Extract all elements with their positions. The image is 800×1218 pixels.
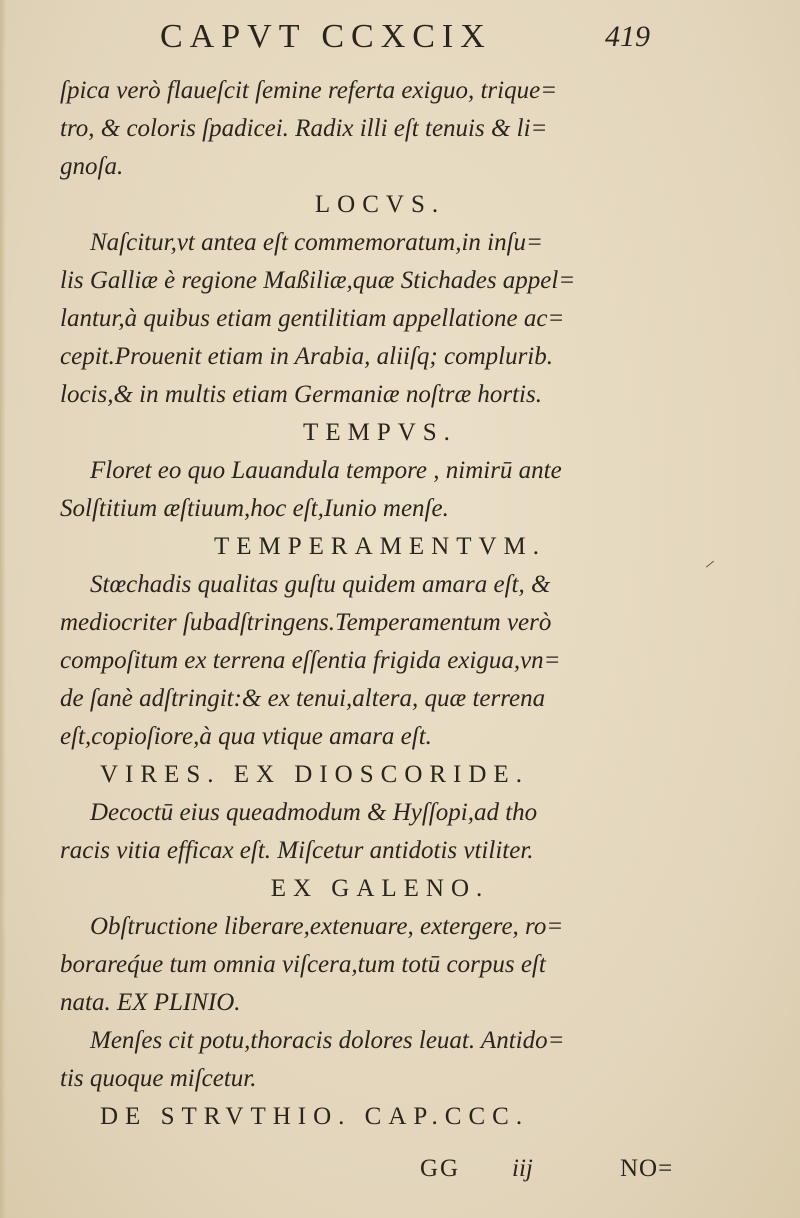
text-line: tro, & coloris ſpadicei. Radix illi eſt tenuis & li= xyxy=(60,115,548,142)
signature-number: iij xyxy=(512,1155,533,1182)
section-heading: EX GALENO. xyxy=(270,875,490,902)
text-line: Obſtructione liberare,extenuare, extergere, ro= xyxy=(90,913,564,940)
text-line: gnoſa. xyxy=(60,153,124,180)
text-line: Solſtitium æſtiuum,hoc eſt,Iunio menſe. xyxy=(60,495,449,522)
margin-mark: ⸝ xyxy=(705,550,714,570)
text-line: Stœchadis qualitas guſtu quidem amara eſt, & xyxy=(90,571,551,598)
page-edge xyxy=(0,0,6,1218)
text-line: lantur,à quibus etiam gentilitiam appellatione ac= xyxy=(60,305,565,332)
section-heading: TEMPVS. xyxy=(303,419,457,446)
text-line: eſt,copioſiore,à qua vtique amara eſt. xyxy=(60,723,432,750)
catchword: NO= xyxy=(620,1155,674,1182)
text-line: nata. EX PLINIO. xyxy=(60,989,241,1016)
text-line: lis Galliæ è regione Maßiliæ,quæ Stichades appel= xyxy=(60,267,576,294)
signature-mark: GG xyxy=(420,1155,461,1182)
text-line: borareq́ue tum omnia viſcera,tum totū corpus eſt xyxy=(60,951,546,978)
text-line: Menſes cit potu,thoracis dolores leuat. Antido= xyxy=(90,1027,565,1054)
footer-line xyxy=(420,1155,680,1195)
section-heading: VIRES. EX DIOSCORIDE. xyxy=(100,761,529,788)
text-line: cepit.Prouenit etiam in Arabia, aliiſq; complurib. xyxy=(60,343,554,370)
text-line: compoſitum ex terrena eſſentia frigida exigua,vn= xyxy=(60,647,561,674)
section-heading: LOCVS. xyxy=(314,191,446,218)
running-head: CAPVT CCXCIX xyxy=(160,18,492,55)
text-line: Naſcitur,vt antea eſt commemoratum,in inſu= xyxy=(90,229,543,256)
text-line: de ſanè adſtringit:& ex tenui,altera, quæ terrena xyxy=(60,685,546,712)
text-block xyxy=(60,72,700,1136)
page-number: 419 xyxy=(605,20,650,53)
section-heading: TEMPERAMENTVM. xyxy=(213,533,547,560)
text-line: Floret eo quo Lauandula tempore , nimirū ante xyxy=(90,457,562,484)
text-line: locis,& in multis etiam Germaniæ noſtræ hortis. xyxy=(60,381,542,408)
section-heading: DE STRVTHIO. CAP.CCC. xyxy=(100,1103,530,1130)
text-line: ſpica verò flaueſcit ſemine referta exiguo, trique= xyxy=(60,77,558,104)
text-line: racis vitia efficax eſt. Miſcetur antidotis vtiliter. xyxy=(60,837,534,864)
text-line: Decoctū eius queadmodum & Hyſſopi,ad tho xyxy=(90,799,538,826)
text-line: tis quoque miſcetur. xyxy=(60,1065,257,1092)
page-header xyxy=(160,18,650,68)
text-line: mediocriter ſubadſtringens.Temperamentum verò xyxy=(60,609,552,636)
